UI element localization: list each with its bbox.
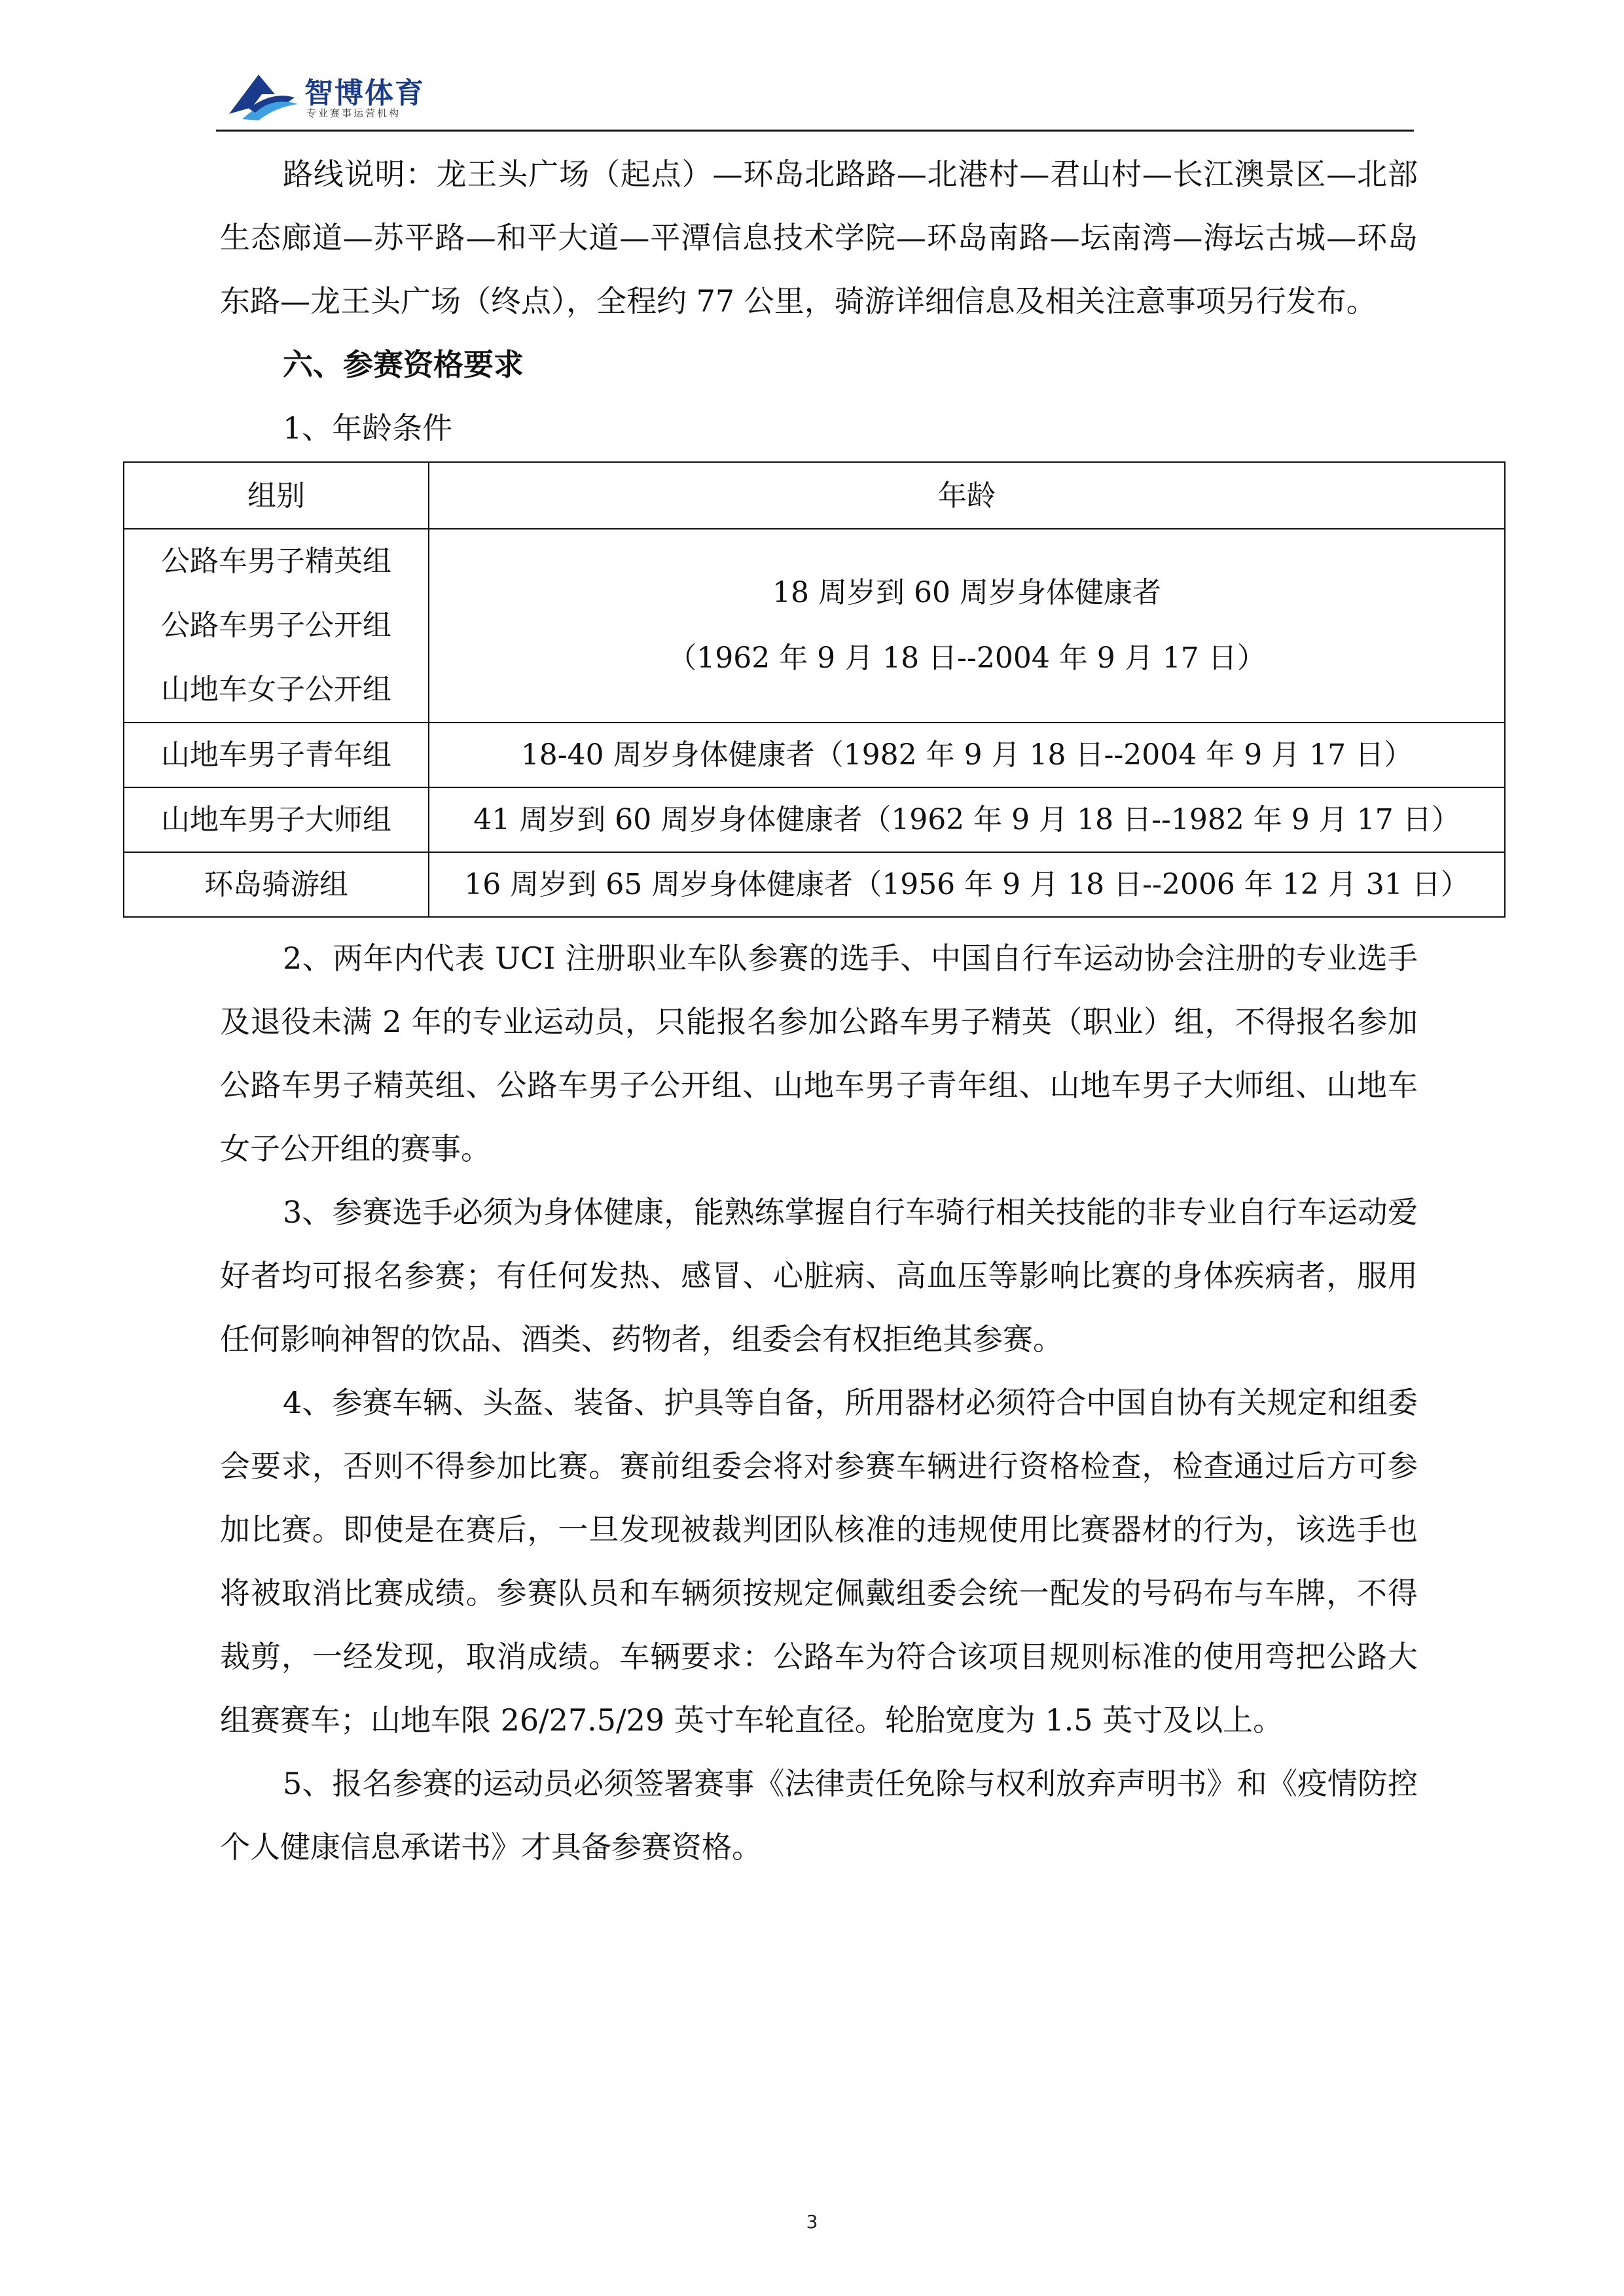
age-table <box>123 461 1506 918</box>
section-heading: 六、参赛资格要求 <box>283 347 524 382</box>
route-paragraph: 路线说明：龙王头广场（起点）—环岛北路路—北港村—君山村—长江澳景区—北部生态廊道—苏平路—和平大道—平潭信息技术学院—环岛南路—坛南湾—海坛古城—环岛东路—龙王头广场（终点），全程约 77 公里，骑游详细信息及相关注意事项另行发布。 <box>220 156 1418 319</box>
page-number: 3 <box>806 2211 818 2233</box>
table-cell-age: 16 周岁到 65 周岁身体健康者（1956 年 9 月 18 日--2006 年 12 月 31 日） <box>429 852 1505 917</box>
age-line: 18 周岁到 60 周岁身体健康者 <box>772 576 1161 609</box>
logo-name: 智博体育 <box>304 77 425 110</box>
table-header-age: 年龄 <box>429 462 1505 529</box>
table-cell-groups <box>124 529 429 723</box>
group-label: 公路车男子精英组 <box>161 545 391 578</box>
table-cell-age: 41 周岁到 60 周岁身体健康者（1962 年 9 月 18 日--1982 年 9 月 17 日） <box>429 787 1505 852</box>
paragraph-3: 3、参赛选手必须为身体健康，能熟练掌握自行车骑行相关技能的非专业自行车运动爱好者均可报名参赛；有任何发热、感冒、心脏病、高血压等影响比赛的身体疾病者，服用任何影响神智的饮品、酒类、药物者，组委会有权拒绝其参赛。 <box>220 1194 1418 1357</box>
logo-icon <box>223 68 301 124</box>
page-header <box>216 65 1414 128</box>
table-cell-age: 18-40 周岁身体健康者（1982 年 9 月 18 日--2004 年 9 月 17 日） <box>429 723 1505 787</box>
table-row <box>124 723 1505 787</box>
table-cell-age <box>429 529 1505 723</box>
age-line: （1962 年 9 月 18 日--2004 年 9 月 17 日） <box>668 641 1266 675</box>
table-cell-group: 环岛骑游组 <box>124 852 429 917</box>
table-header-group: 组别 <box>124 462 429 529</box>
sub-heading: 1、年龄条件 <box>283 410 453 446</box>
group-label: 山地车女子公开组 <box>161 673 391 706</box>
header-divider <box>216 130 1414 132</box>
paragraph-2: 2、两年内代表 UCI 注册职业车队参赛的选手、中国自行车运动协会注册的专业选手及退役未满 2 年的专业运动员，只能报名参加公路车男子精英（职业）组，不得报名参加公路车男子精英组、公路车男子公开组、山地车男子青年组、山地车男子大师组、山地车女子公开组的赛事。 <box>220 941 1418 1166</box>
table-row <box>124 852 1505 917</box>
table-header-row <box>124 462 1505 529</box>
group-label: 公路车男子公开组 <box>161 609 391 642</box>
paragraph-4: 4、参赛车辆、头盔、装备、护具等自备，所用器材必须符合中国自协有关规定和组委会要求，否则不得参加比赛。赛前组委会将对参赛车辆进行资格检查，检查通过后方可参加比赛。即使是在赛后，一旦发现被裁判团队核准的违规使用比赛器材的行为，该选手也将被取消比赛成绩。参赛队员和车辆须按规定佩戴组委会统一配发的号码布与车牌，不得裁剪，一经发现，取消成绩。车辆要求：公路车为符合该项目规则标准的使用弯把公路大组赛赛车；山地车限 26/27.5/29 英寸车轮直径。轮胎宽度为 1.5 英寸及以上。 <box>220 1385 1418 1738</box>
table-cell-group: 山地车男子青年组 <box>124 723 429 787</box>
table-row <box>124 529 1505 723</box>
paragraph-5: 5、报名参赛的运动员必须签署赛事《法律责任免除与权利放弃声明书》和《疫情防控个人健康信息承诺书》才具备参赛资格。 <box>220 1766 1418 1865</box>
table-row <box>124 787 1505 852</box>
document-body <box>161 143 1470 1879</box>
logo-subtitle: 专业赛事运营机构 <box>306 107 401 119</box>
table-cell-group: 山地车男子大师组 <box>124 787 429 852</box>
